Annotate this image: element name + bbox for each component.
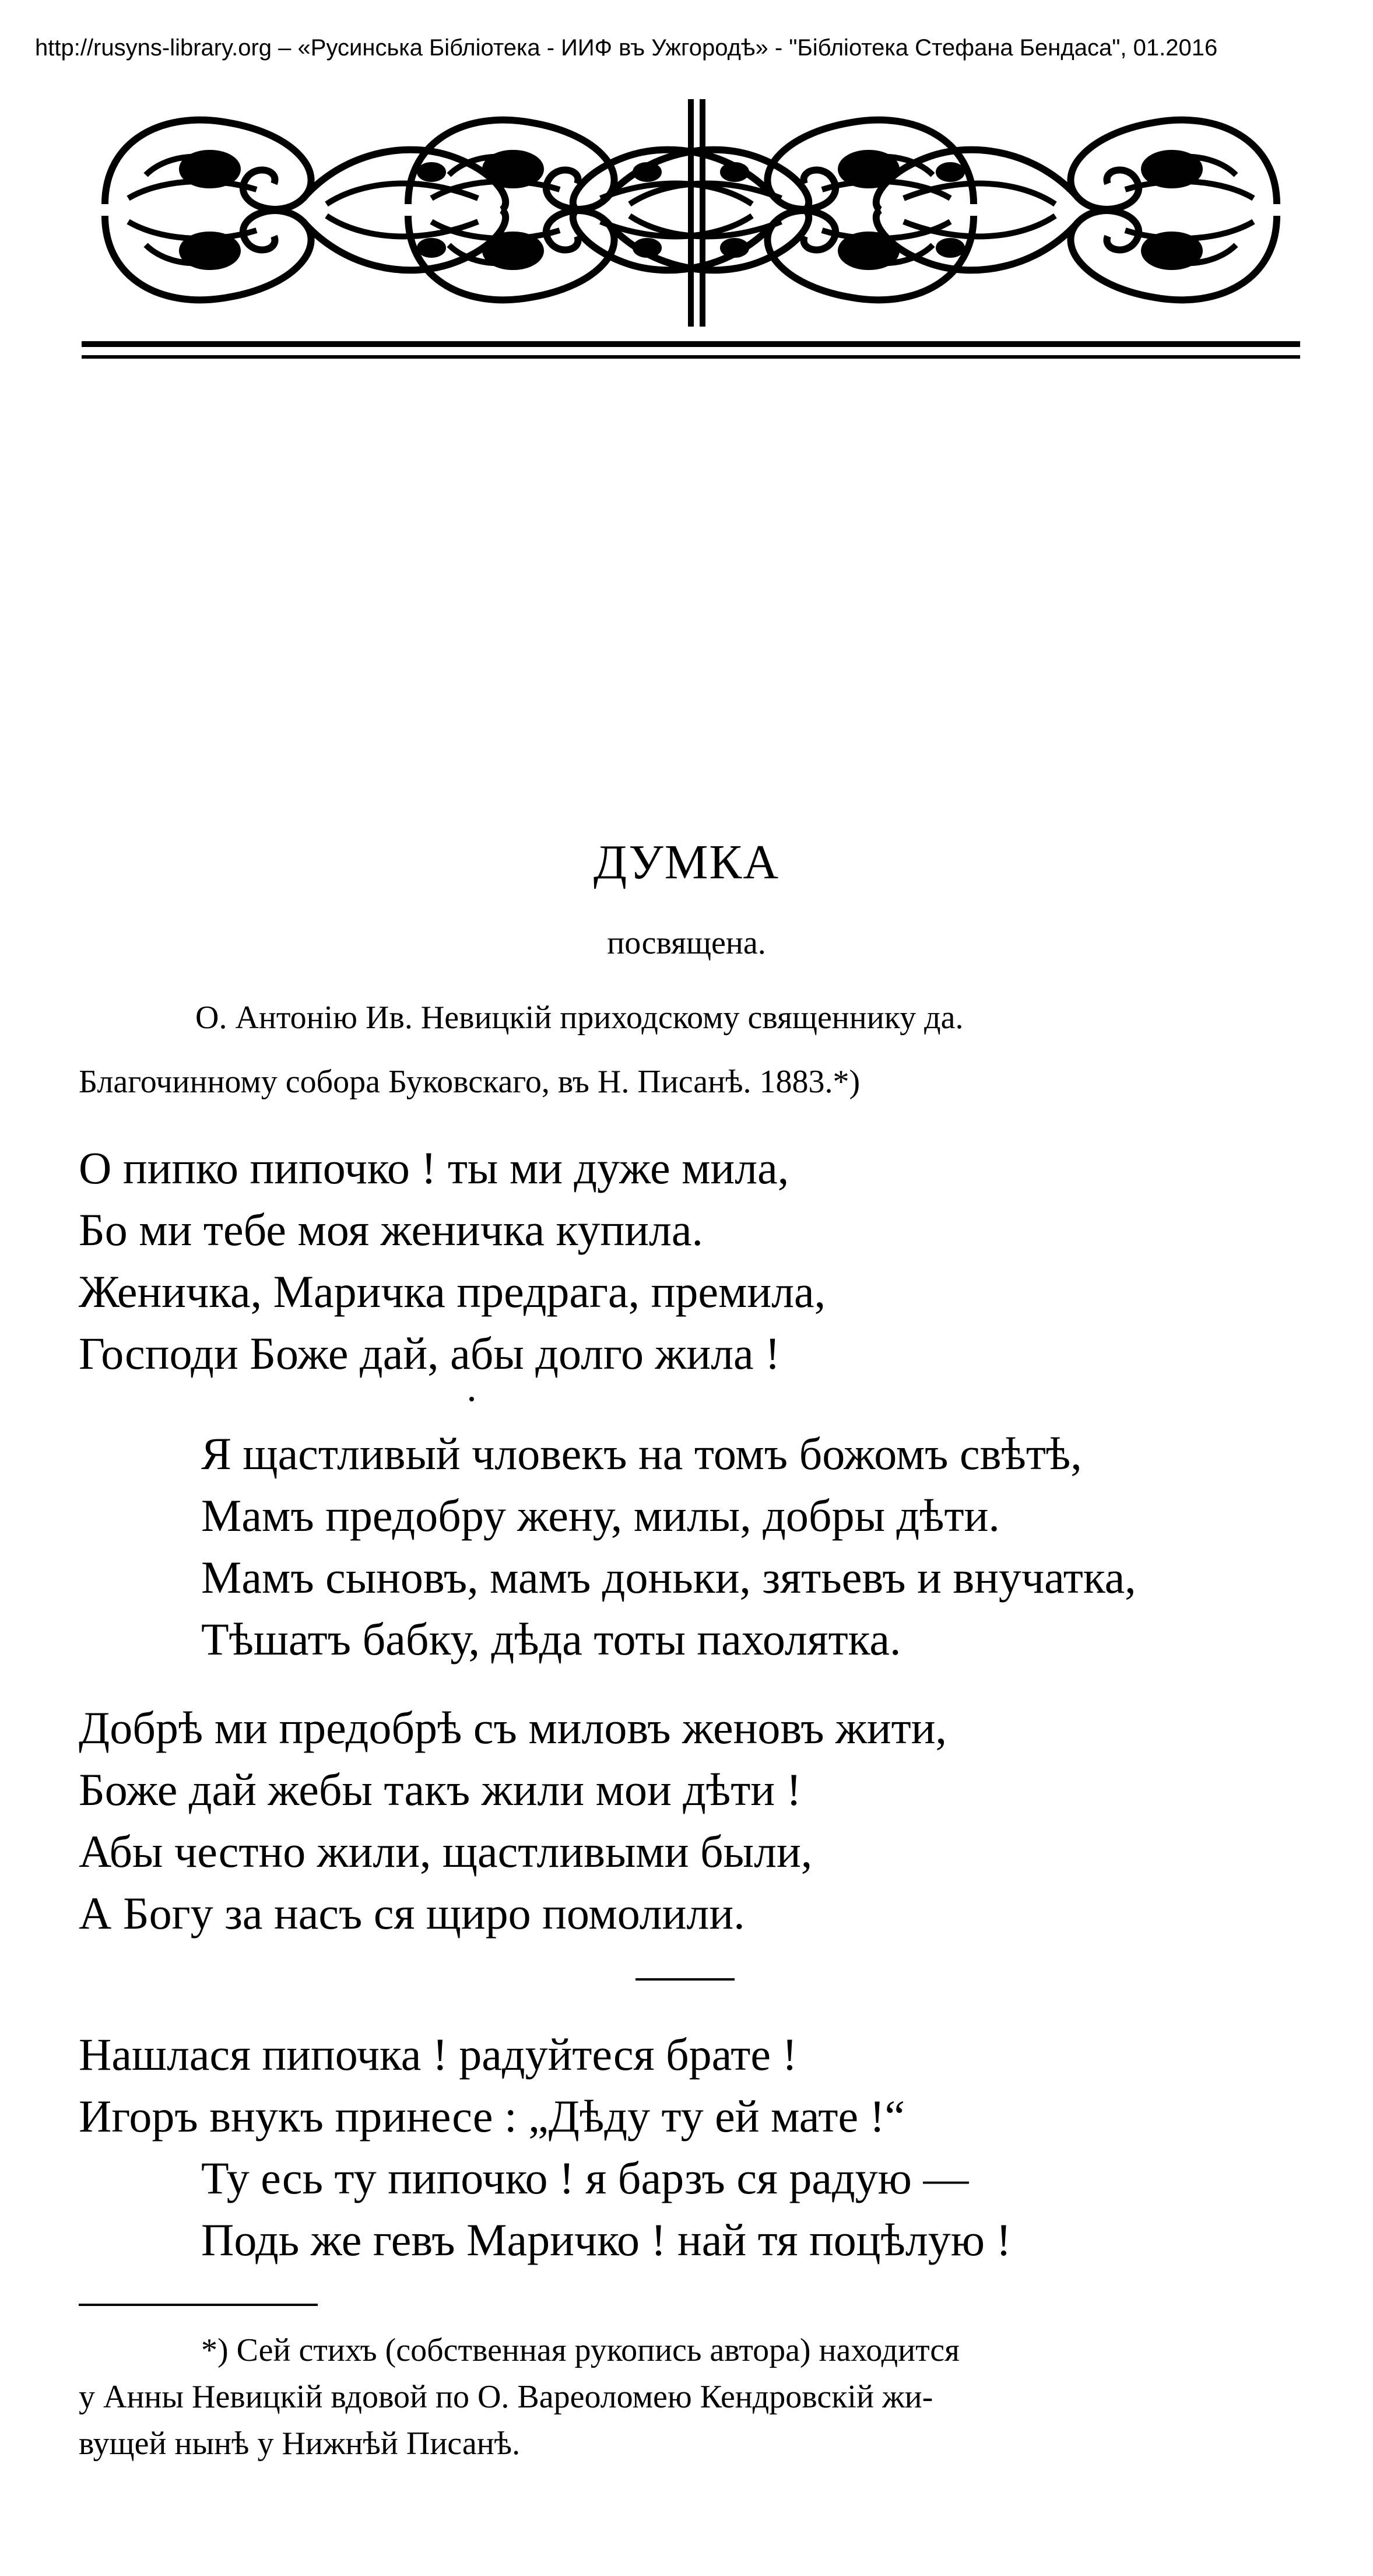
- verse-line: Тѣшатъ бабку, дѣда тоты пахолятка.: [201, 1614, 901, 1664]
- verse-line: Игоръ внукъ принесе : „Дѣду ту ей мате !“: [79, 2091, 905, 2142]
- source-header: http://rusyns-library.org – «Русинська Бібліотека - ИИФ въ Ужгородѣ» - "Бібліотека Стефана Бендаса", 01.2016: [35, 35, 1218, 61]
- verse-line: Абы честно жили, щастливыми были,: [79, 1826, 813, 1877]
- footnote-line: вущей нынѣ у Нижнѣй Писанѣ.: [79, 2426, 521, 2462]
- ink-speck: [469, 1397, 474, 1401]
- verse-line: Нашлася пипочка ! радуйтеся брате !: [79, 2029, 798, 2080]
- verse-line: Я щастливый чловекъ на томъ божомъ свѣтѣ,: [201, 1428, 1082, 1479]
- dedication-line: О. Антонію Ив. Невицкій приходскому священнику да.: [195, 1000, 964, 1036]
- dedication-line: Благочинному собора Буковскаго, въ Н. Писанѣ. 1883.*): [79, 1064, 861, 1100]
- verse-line: Ту есь ту пипочко ! я барзъ ся радую —: [201, 2153, 969, 2203]
- scroll-ornament-border-icon: [82, 87, 1300, 362]
- section-divider: [635, 1978, 735, 1981]
- verse-line: Мамъ предобру жену, милы, добры дѣти.: [201, 1490, 1000, 1541]
- verse-line: Добрѣ ми предобрѣ съ миловъ женовъ жити,: [79, 1702, 947, 1753]
- poem-subtitle: посвящена.: [607, 925, 766, 961]
- stanza-2: [201, 1423, 1136, 1670]
- stanza-3: [79, 1697, 947, 1944]
- verse-line: О пипко пипочко ! ты ми дуже мила,: [79, 1142, 789, 1193]
- verse-line: Женичка, Маричка предрага, премила,: [79, 1266, 826, 1317]
- verse-line: Подь же гевъ Маричко ! най тя поцѣлую !: [201, 2214, 1012, 2265]
- verse-line: Боже дай жебы такъ жили мои дѣти !: [79, 1764, 802, 1815]
- footnote-rule: [79, 2304, 318, 2306]
- poem-title: ДУМКА: [593, 835, 780, 889]
- dedication: [79, 986, 1309, 1114]
- verse-line: Господи Боже дай, абы долго жила !: [79, 1328, 781, 1379]
- verse-line: Мамъ сыновъ, мамъ доньки, зятьевъ и внучатка,: [201, 1552, 1136, 1603]
- verse-line: Бо ми тебе моя женичка купила.: [79, 1204, 703, 1255]
- footnote: [79, 2327, 1309, 2467]
- verse-line: А Богу за насъ ся щиро помолили.: [79, 1888, 745, 1939]
- footnote-line: у Анны Невицкій вдовой по О. Вареоломею Кендровскій жи-: [79, 2379, 933, 2415]
- stanza-4: [79, 2024, 1012, 2271]
- footnote-line: *) Сей стихъ (собственная рукопись автора) находится: [201, 2332, 960, 2368]
- stanza-1: [79, 1137, 826, 1385]
